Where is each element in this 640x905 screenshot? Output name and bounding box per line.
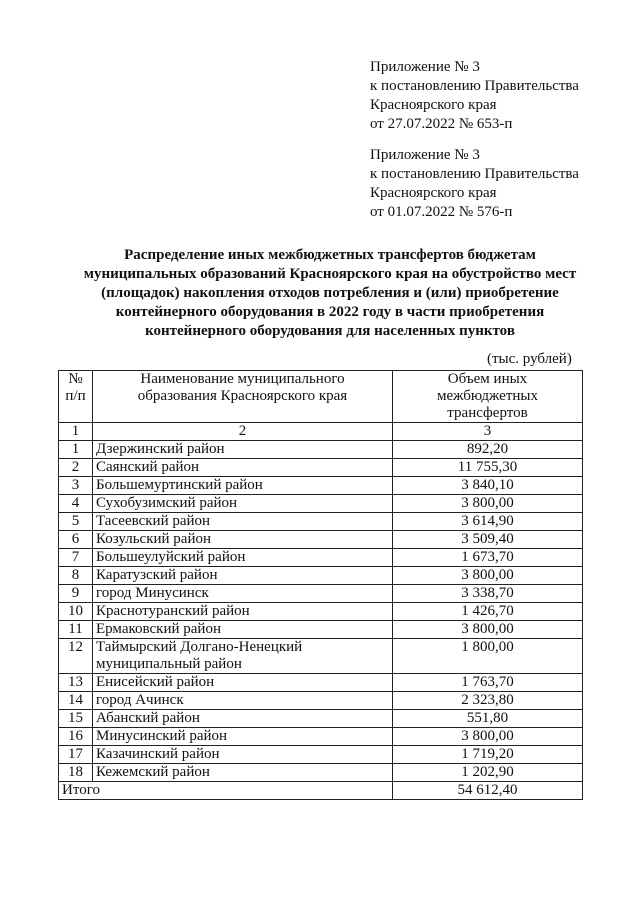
header-number [59, 371, 93, 423]
total-row [59, 782, 583, 800]
municipality-name [93, 692, 393, 710]
total-value: 54 612,40 [393, 782, 583, 800]
title-line: контейнерного оборудования в 2022 году в части приобретения [115, 304, 545, 320]
row-number: 1 [59, 441, 93, 459]
table-row [59, 728, 583, 746]
municipality-name [93, 746, 393, 764]
appendix-region: Красноярского края [370, 185, 497, 201]
municipality-name-text: город Ачинск [96, 692, 184, 708]
row-number: 6 [59, 531, 93, 549]
table-row [59, 585, 583, 603]
transfer-amount: 2 323,80 [393, 692, 583, 710]
transfer-amount: 11 755,30 [393, 459, 583, 477]
transfer-amount: 3 800,00 [393, 567, 583, 585]
transfer-amount: 3 840,10 [393, 477, 583, 495]
row-number: 8 [59, 567, 93, 585]
header-text: п/п [65, 388, 86, 404]
table-row [59, 477, 583, 495]
table-row [59, 549, 583, 567]
municipality-name [93, 639, 393, 674]
row-number: 4 [59, 495, 93, 513]
title-line: (площадок) накопления отходов потребления и (или) приобретение [101, 285, 559, 301]
appendix-date: от 27.07.2022 № 653-п [370, 116, 513, 132]
table-row [59, 441, 583, 459]
table-row [59, 639, 583, 674]
municipality-name-text: Дзержинский район [96, 441, 225, 457]
header-text: трансфертов [447, 405, 528, 421]
table-row [59, 459, 583, 477]
municipality-name [93, 477, 393, 495]
municipality-name [93, 495, 393, 513]
transfer-amount: 1 202,90 [393, 764, 583, 782]
row-number: 16 [59, 728, 93, 746]
appendix-date: от 01.07.2022 № 576-п [370, 204, 513, 220]
transfer-amount: 1 763,70 [393, 674, 583, 692]
appendix-title: Приложение № 3 [370, 147, 480, 163]
municipality-name-text: Казачинский район [96, 746, 220, 762]
column-index: 2 [93, 423, 393, 441]
transfer-amount: 3 614,90 [393, 513, 583, 531]
transfer-amount: 3 338,70 [393, 585, 583, 603]
row-number: 9 [59, 585, 93, 603]
title-line: контейнерного оборудования для населенных пунктов [145, 323, 515, 339]
table-row [59, 603, 583, 621]
title-line: муниципальных образований Красноярского края на обустройство мест [83, 266, 577, 282]
allocation-table [58, 370, 583, 800]
municipality-name-text: город Минусинск [96, 585, 209, 601]
municipality-name-text: Каратузский район [96, 567, 218, 583]
row-number: 5 [59, 513, 93, 531]
municipality-name [93, 567, 393, 585]
municipality-name-text: Краснотуранский район [96, 603, 250, 619]
municipality-name-text: Кежемский район [96, 764, 210, 780]
municipality-name [93, 531, 393, 549]
municipality-name [93, 764, 393, 782]
table-header-row [59, 371, 583, 423]
municipality-name-text: Тасеевский район [96, 513, 211, 529]
transfer-amount: 892,20 [393, 441, 583, 459]
municipality-name [93, 459, 393, 477]
row-number: 2 [59, 459, 93, 477]
table-row [59, 621, 583, 639]
municipality-name [93, 621, 393, 639]
row-number: 3 [59, 477, 93, 495]
column-index: 3 [393, 423, 583, 441]
table-row [59, 710, 583, 728]
transfer-amount: 1 800,00 [393, 639, 583, 674]
header-text: Наименование муниципального [140, 371, 345, 387]
table-row [59, 495, 583, 513]
table-row [59, 764, 583, 782]
transfer-amount: 3 509,40 [393, 531, 583, 549]
municipality-name [93, 549, 393, 567]
document-title [40, 246, 620, 341]
municipality-name-text: муниципальный район [96, 656, 242, 672]
municipality-name [93, 441, 393, 459]
transfer-amount: 3 800,00 [393, 495, 583, 513]
municipality-name-text: Большеулуйский район [96, 549, 246, 565]
table-row [59, 674, 583, 692]
municipality-name [93, 603, 393, 621]
row-number: 12 [59, 639, 93, 674]
municipality-name-text: Минусинский район [96, 728, 228, 744]
transfer-amount: 1 673,70 [393, 549, 583, 567]
transfer-amount: 1 426,70 [393, 603, 583, 621]
municipality-name [93, 513, 393, 531]
municipality-name [93, 710, 393, 728]
header-name [93, 371, 393, 423]
header-value [393, 371, 583, 423]
table-row [59, 692, 583, 710]
municipality-name-text: Абанский район [96, 710, 200, 726]
municipality-name-text: Ермаковский район [96, 621, 221, 637]
row-number: 17 [59, 746, 93, 764]
transfer-amount: 3 800,00 [393, 728, 583, 746]
table-row [59, 531, 583, 549]
table-row [59, 513, 583, 531]
row-number: 15 [59, 710, 93, 728]
row-number: 7 [59, 549, 93, 567]
column-index-row [59, 423, 583, 441]
transfer-amount: 3 800,00 [393, 621, 583, 639]
row-number: 18 [59, 764, 93, 782]
municipality-name-text: Енисейский район [96, 674, 215, 690]
appendix-resolution: к постановлению Правительства [370, 78, 579, 94]
appendix-original [370, 146, 579, 222]
units-label: (тыс. рублей) [487, 351, 572, 367]
municipality-name-text: Большемуртинский район [96, 477, 263, 493]
table-row [59, 567, 583, 585]
title-line: Распределение иных межбюджетных трансфертов бюджетам [124, 247, 536, 263]
row-number: 14 [59, 692, 93, 710]
row-number: 13 [59, 674, 93, 692]
municipality-name-text: Саянский район [96, 459, 200, 475]
municipality-name [93, 674, 393, 692]
transfer-amount: 1 719,20 [393, 746, 583, 764]
column-index: 1 [59, 423, 93, 441]
appendix-current [370, 58, 579, 134]
municipality-name [93, 728, 393, 746]
table-row [59, 746, 583, 764]
transfer-amount: 551,80 [393, 710, 583, 728]
row-number: 10 [59, 603, 93, 621]
appendix-resolution: к постановлению Правительства [370, 166, 579, 182]
municipality-name [93, 585, 393, 603]
header-text: Объем иных межбюджетных [436, 371, 538, 404]
row-number: 11 [59, 621, 93, 639]
municipality-name-text: Козульский район [96, 531, 211, 547]
appendix-region: Красноярского края [370, 97, 497, 113]
header-text: образования Красноярского края [137, 388, 348, 404]
total-label: Итого [59, 782, 393, 800]
appendix-title: Приложение № 3 [370, 59, 480, 75]
municipality-name-text: Таймырский Долгано-Ненецкий [96, 639, 303, 655]
header-text: № [68, 371, 83, 387]
municipality-name-text: Сухобузимский район [96, 495, 238, 511]
